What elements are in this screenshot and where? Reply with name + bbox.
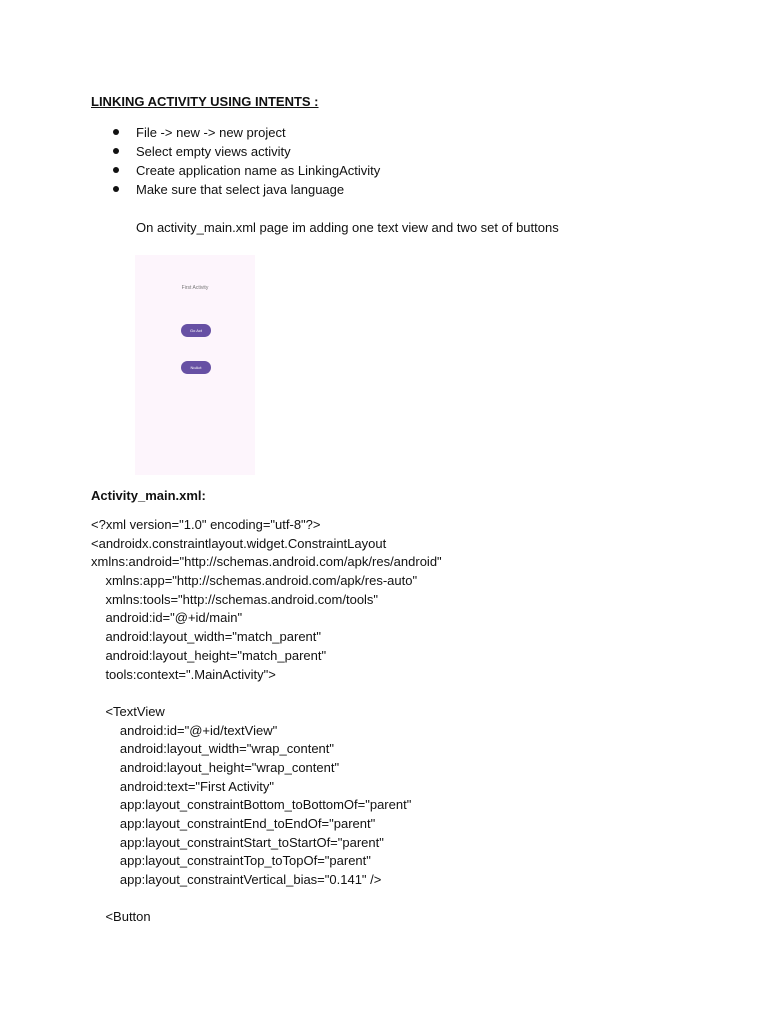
steps-list: [91, 123, 380, 199]
code-line: android:layout_height="match_parent": [91, 647, 327, 663]
list-item-text: Create application name as LinkingActivity: [136, 163, 381, 178]
preview-title: First Activity: [181, 285, 209, 291]
list-item: [91, 142, 380, 161]
code-line: tools:context=".MainActivity">: [91, 666, 276, 682]
code-line: app:layout_constraintEnd_toEndOf="parent": [91, 816, 376, 831]
app-preview-screenshot: [135, 255, 255, 475]
preview-button-2: NoAct: [181, 361, 211, 374]
code-line: <androidx.constraintlayout.widget.ConstraintLayout: [91, 535, 387, 551]
bullet-icon: [113, 129, 119, 135]
code-line: android:id="@+id/textView": [91, 722, 278, 738]
code-line: xmlns:tools="http://schemas.android.com/tools": [91, 591, 379, 607]
code-block: [91, 516, 442, 927]
list-item-text: Make sure that select java language: [136, 182, 345, 197]
code-line: <TextView: [91, 703, 165, 719]
list-item-text: File -> new -> new project: [136, 125, 286, 140]
description-paragraph: On activity_main.xml page im adding one text view and two set of buttons: [136, 220, 559, 235]
code-line: <?xml version="1.0" encoding="utf-8"?>: [91, 517, 321, 532]
code-line: app:layout_constraintBottom_toBottomOf="parent": [91, 797, 412, 813]
code-line: app:layout_constraintStart_toStartOf="parent": [91, 834, 384, 850]
list-item-text: Select empty views activity: [136, 144, 291, 159]
code-line: app:layout_constraintVertical_bias="0.141" />: [91, 872, 382, 888]
code-line: xmlns:app="http://schemas.android.com/apk/res-auto": [91, 573, 418, 589]
list-item: [91, 123, 380, 142]
code-line: android:layout_height="wrap_content": [91, 759, 340, 775]
bullet-icon: [113, 186, 119, 192]
list-item: [91, 180, 380, 199]
code-heading: Activity_main.xml:: [91, 488, 206, 503]
code-line: android:text="First Activity": [91, 778, 274, 794]
code-line: android:layout_width="match_parent": [91, 629, 322, 645]
code-line: [91, 890, 442, 909]
code-line: xmlns:android="http://schemas.android.com/apk/res/android": [91, 554, 442, 570]
bullet-icon: [113, 148, 119, 154]
preview-button-1: Go Act: [181, 324, 211, 337]
code-line: [91, 684, 442, 703]
page-heading: LINKING ACTIVITY USING INTENTS :: [91, 94, 319, 109]
code-line: android:id="@+id/main": [91, 610, 243, 626]
list-item: [91, 161, 380, 180]
code-line: app:layout_constraintTop_toTopOf="parent": [91, 853, 371, 869]
bullet-icon: [113, 167, 119, 173]
code-line: <Button: [91, 909, 151, 925]
code-line: android:layout_width="wrap_content": [91, 741, 335, 757]
